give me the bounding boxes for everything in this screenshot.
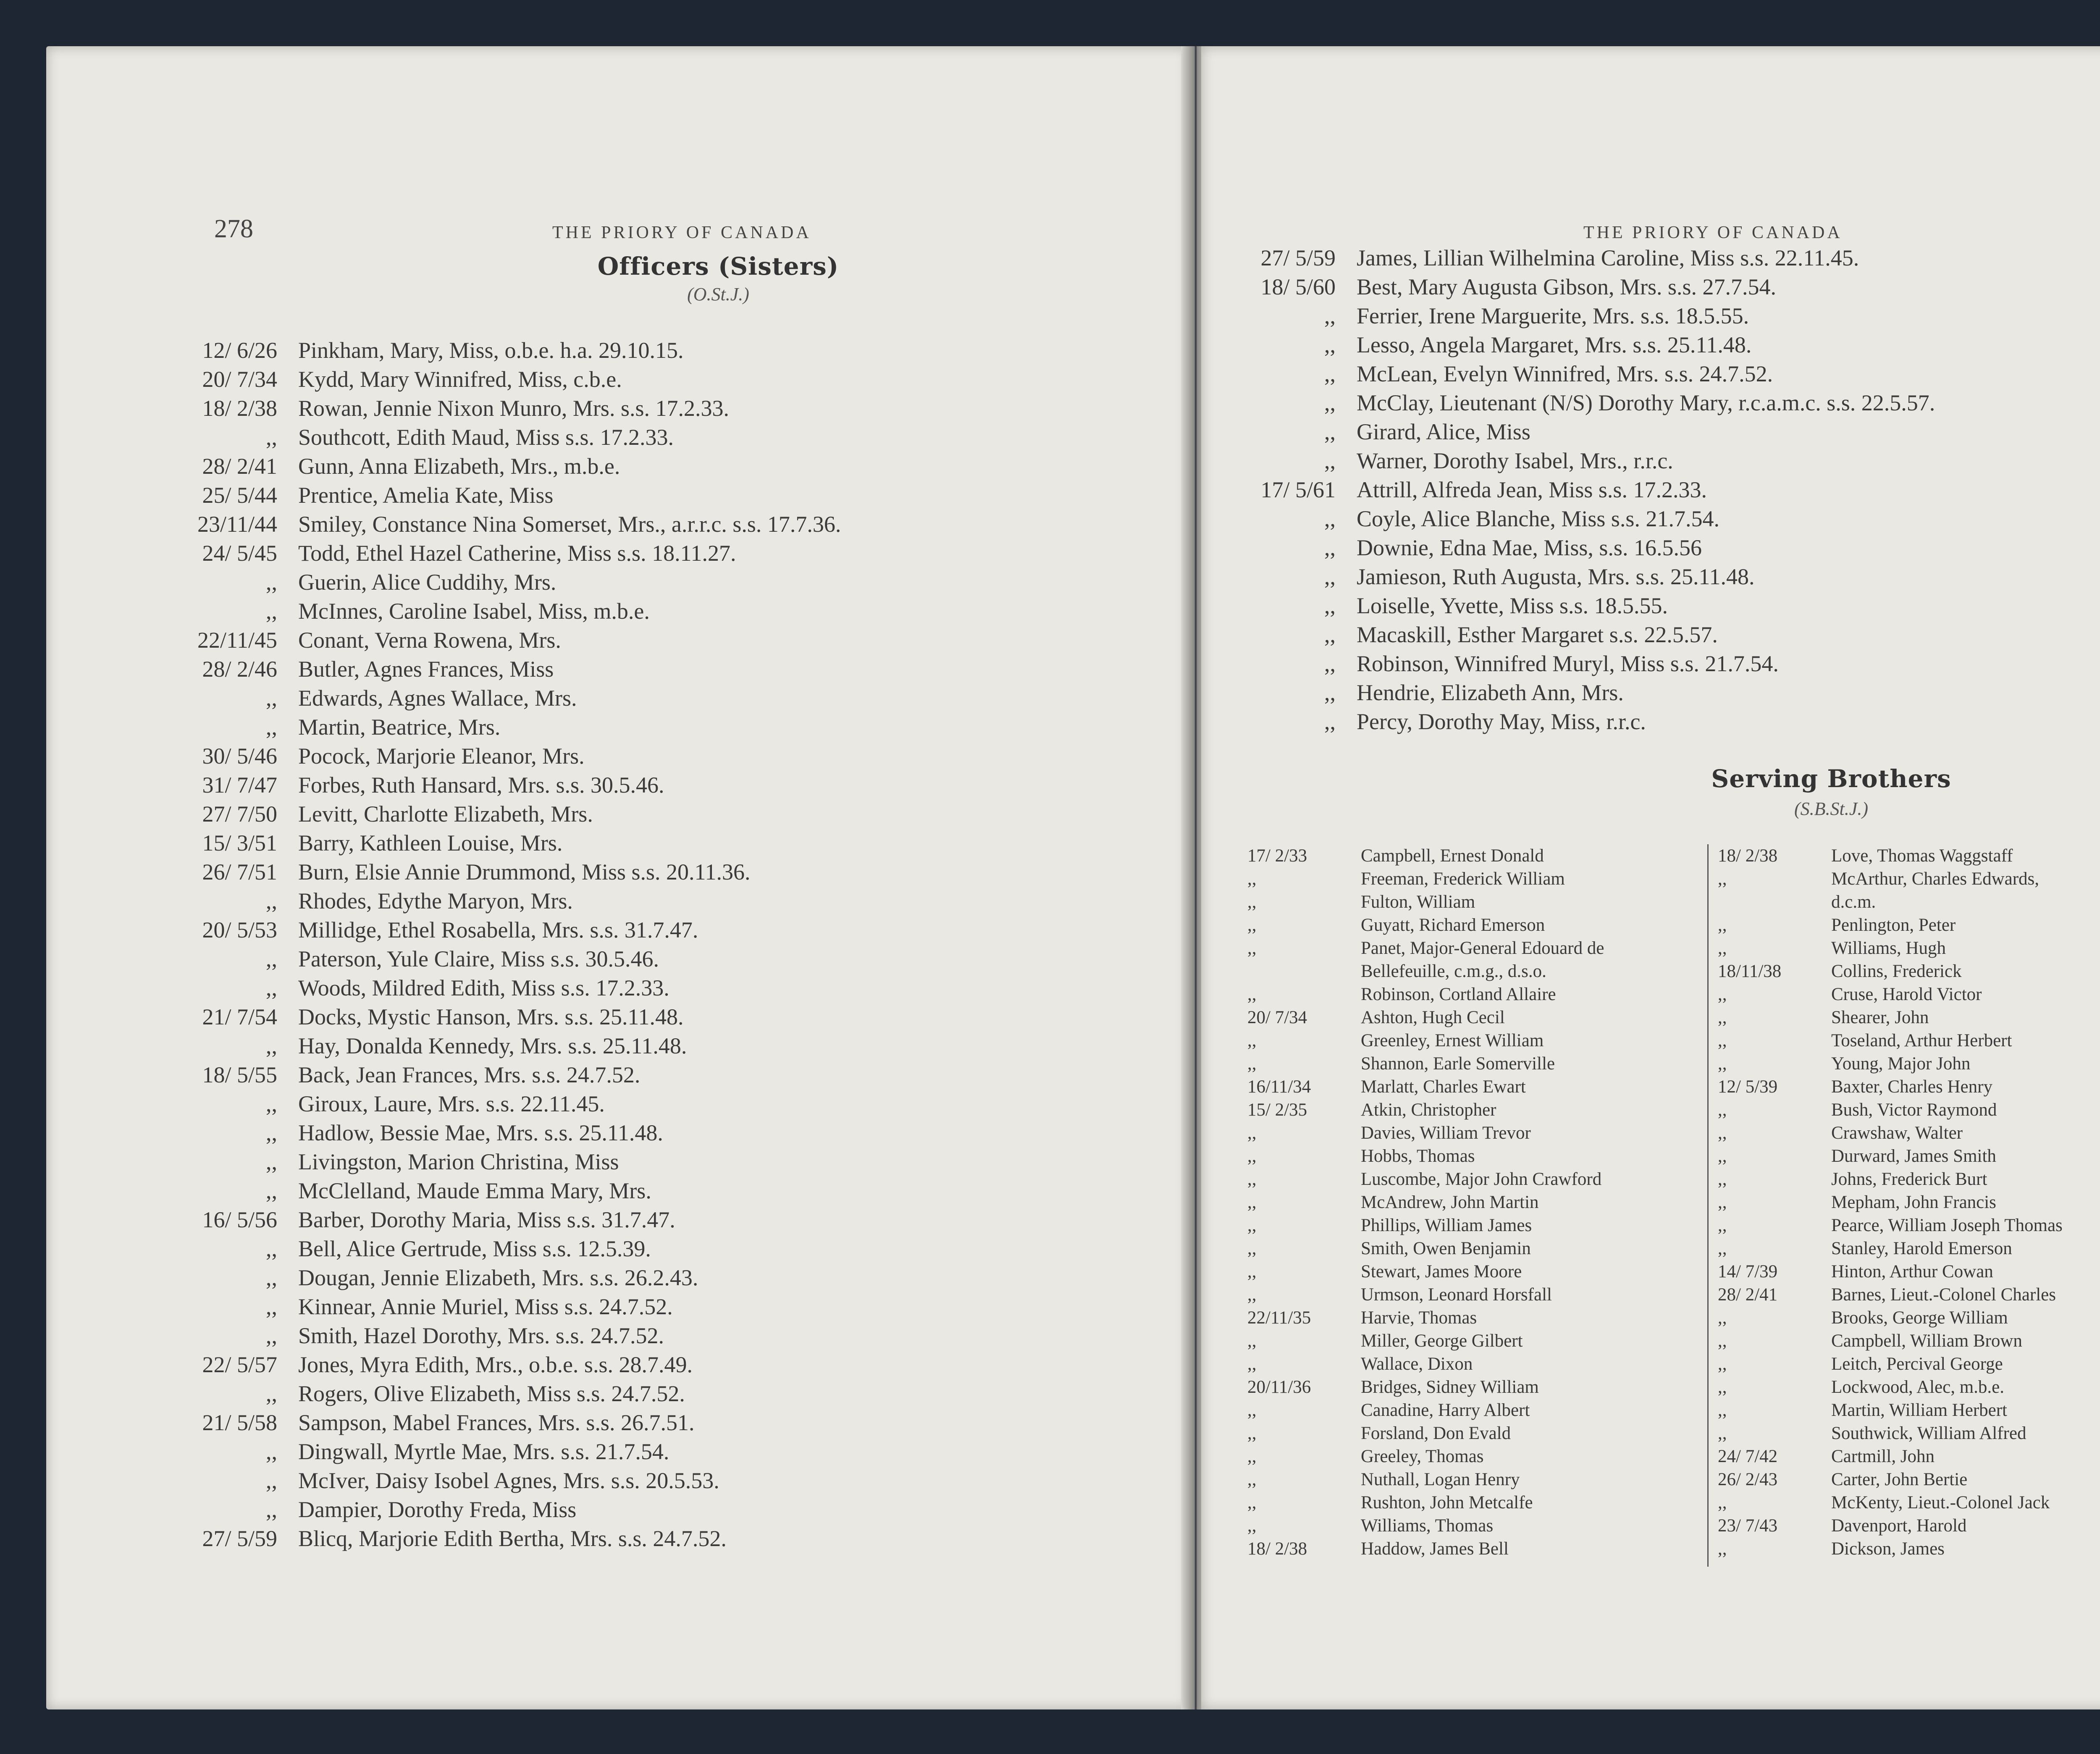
entry-name: Kinnear, Annie Muriel, Miss s.s. 24.7.52. [298, 1294, 673, 1319]
entry-name: Hay, Donalda Kennedy, Mrs. s.s. 25.11.48. [298, 1033, 687, 1058]
entry-date: ,, [266, 1091, 277, 1116]
entry-date: 26/ 7/51 [202, 859, 277, 885]
entry-date: 28/ 2/41 [202, 454, 277, 479]
entry-date: ,, [1247, 1285, 1257, 1305]
entry-name: Love, Thomas Waggstaff [1831, 846, 2013, 866]
right-page [1201, 46, 2100, 1709]
entry-date: ,, [266, 1497, 277, 1522]
entry-name: Shannon, Earle Somerville [1361, 1054, 1555, 1074]
entry-name: Jones, Myra Edith, Mrs., o.b.e. s.s. 28.7.49. [298, 1352, 693, 1377]
entry-date: ,, [1324, 506, 1336, 531]
entry-name: Dickson, James [1831, 1539, 1945, 1559]
entry-date: ,, [1718, 1331, 1727, 1351]
entry-name: Giroux, Laure, Mrs. s.s. 22.11.45. [298, 1091, 605, 1116]
entry-date: 20/ 7/34 [202, 367, 277, 392]
entry-date: ,, [1718, 869, 1727, 889]
entry-name: Williams, Thomas [1361, 1516, 1494, 1536]
entry-date: ,, [1247, 915, 1257, 935]
left-page [46, 46, 1189, 1709]
entry-name: Miller, George Gilbert [1361, 1331, 1523, 1351]
entry-date: ,, [266, 975, 277, 1000]
entry-name: Campbell, Ernest Donald [1361, 846, 1544, 866]
entry-name: Greeley, Thomas [1361, 1447, 1484, 1466]
entry-date: 24/ 7/42 [1718, 1447, 1778, 1466]
entry-date: ,, [1324, 535, 1336, 560]
entry-date: ,, [1324, 448, 1336, 473]
entry-name: McLean, Evelyn Winnifred, Mrs. s.s. 24.7.52. [1357, 361, 1773, 386]
entry-name: Rowan, Jennie Nixon Munro, Mrs. s.s. 17.2.33. [298, 396, 729, 421]
entry-name: Barber, Dorothy Maria, Miss s.s. 31.7.47. [298, 1207, 675, 1232]
entry-date: ,, [1718, 1239, 1727, 1258]
entry-name: McInnes, Caroline Isabel, Miss, m.b.e. [298, 599, 650, 624]
entry-date: 18/ 5/60 [1260, 274, 1336, 299]
entry-date: 27/ 7/50 [202, 801, 277, 827]
entry-name: Forbes, Ruth Hansard, Mrs. s.s. 30.5.46. [298, 772, 664, 798]
entry-date: ,, [1324, 622, 1336, 647]
entry-date: ,, [266, 714, 277, 740]
entry-name: Dampier, Dorothy Freda, Miss [298, 1497, 577, 1522]
entry-name: Percy, Dorothy May, Miss, r.r.c. [1357, 709, 1646, 734]
entry-date: 25/ 5/44 [202, 483, 277, 508]
entry-date: 22/ 5/57 [202, 1352, 277, 1377]
entry-name: McKenty, Lieut.-Colonel Jack [1831, 1493, 2050, 1512]
entry-name: Barnes, Lieut.-Colonel Charles [1831, 1285, 2056, 1305]
entry-date: ,, [1324, 390, 1336, 415]
entry-name: Hadlow, Bessie Mae, Mrs. s.s. 25.11.48. [298, 1120, 663, 1145]
entry-date: ,, [1247, 985, 1257, 1004]
entry-date: ,, [1247, 1470, 1257, 1489]
entry-name: Luscombe, Major John Crawford [1361, 1169, 1602, 1189]
entry-date: ,, [1324, 564, 1336, 589]
entry-date: 21/ 5/58 [202, 1410, 277, 1435]
entry-name: Davies, William Trevor [1361, 1123, 1531, 1143]
entry-name: Loiselle, Yvette, Miss s.s. 18.5.55. [1357, 593, 1668, 618]
entry-name: McAndrew, John Martin [1361, 1192, 1539, 1212]
entry-date: ,, [266, 570, 277, 595]
entry-date: ,, [266, 1236, 277, 1261]
entry-date: ,, [1324, 419, 1336, 444]
entry-date: ,, [1324, 361, 1336, 386]
entry-name: James, Lillian Wilhelmina Caroline, Miss s.s. 22.11.45. [1357, 245, 1859, 270]
entry-name: Ashton, Hugh Cecil [1361, 1008, 1505, 1027]
running-head: THE PRIORY OF CANADA [1583, 223, 1843, 242]
entry-date: 22/11/35 [1247, 1308, 1311, 1328]
entry-date: ,, [1247, 938, 1257, 958]
entry-date: ,, [266, 1468, 277, 1493]
entry-date: 20/ 5/53 [202, 917, 277, 943]
entry-name: Atkin, Christopher [1361, 1100, 1496, 1120]
entry-date: ,, [1718, 1377, 1727, 1397]
section-subtitle: (O.St.J.) [687, 284, 749, 305]
entry-date: ,, [266, 1120, 277, 1145]
entry-name: Pocock, Marjorie Eleanor, Mrs. [298, 743, 585, 769]
entry-date: 20/ 7/34 [1247, 1008, 1307, 1027]
entry-date: ,, [1718, 1123, 1727, 1143]
entry-name: Bush, Victor Raymond [1831, 1100, 1997, 1120]
entry-date: ,, [1718, 1031, 1727, 1050]
entry-name: Southcott, Edith Maud, Miss s.s. 17.2.33. [298, 425, 674, 450]
entry-date: ,, [1718, 1308, 1727, 1328]
entry-name: Penlington, Peter [1831, 915, 1956, 935]
entry-name: Todd, Ethel Hazel Catherine, Miss s.s. 18.11.27. [298, 541, 736, 566]
entry-name: Prentice, Amelia Kate, Miss [298, 483, 554, 508]
entry-name: Martin, William Herbert [1831, 1400, 2007, 1420]
entry-date: ,, [266, 946, 277, 972]
entry-name: Baxter, Charles Henry [1831, 1077, 1992, 1097]
entry-date: 21/ 7/54 [202, 1004, 277, 1029]
page-number: 278 [214, 215, 253, 243]
entry-date: ,, [1718, 938, 1727, 958]
entry-date: ,, [266, 1265, 277, 1290]
entry-name: d.c.m. [1831, 892, 1876, 912]
entry-name: Girard, Alice, Miss [1357, 419, 1530, 444]
entry-name: Urmson, Leonard Horsfall [1361, 1285, 1552, 1305]
entry-name: Marlatt, Charles Ewart [1361, 1077, 1526, 1097]
entry-name: Collins, Frederick [1831, 961, 1962, 981]
entry-name: Warner, Dorothy Isabel, Mrs., r.r.c. [1357, 448, 1673, 473]
entry-name: Woods, Mildred Edith, Miss s.s. 17.2.33. [298, 975, 669, 1000]
entry-name: Hinton, Arthur Cowan [1831, 1262, 1993, 1281]
entry-name: Greenley, Ernest William [1361, 1031, 1544, 1050]
section-title: Officers (Sisters) [597, 252, 839, 281]
entry-name: Phillips, William James [1361, 1216, 1532, 1235]
entry-name: Fulton, William [1361, 892, 1475, 912]
entry-date: ,, [1324, 303, 1336, 328]
entry-name: Canadine, Harry Albert [1361, 1400, 1530, 1420]
entry-name: Macaskill, Esther Margaret s.s. 22.5.57. [1357, 622, 1718, 647]
entry-name: Robinson, Cortland Allaire [1361, 985, 1556, 1004]
entry-name: Smith, Hazel Dorothy, Mrs. s.s. 24.7.52. [298, 1323, 664, 1348]
entry-name: Hobbs, Thomas [1361, 1146, 1475, 1166]
entry-name: Bell, Alice Gertrude, Miss s.s. 12.5.39. [298, 1236, 651, 1261]
entry-date: 22/11/45 [197, 628, 277, 653]
entry-date: 16/11/34 [1247, 1077, 1311, 1097]
entry-date: 18/ 2/38 [1247, 1539, 1307, 1559]
entry-name: Freeman, Frederick William [1361, 869, 1565, 889]
entry-name: Rogers, Olive Elizabeth, Miss s.s. 24.7.52. [298, 1381, 685, 1406]
entry-date: ,, [266, 1033, 277, 1058]
entry-name: Smiley, Constance Nina Somerset, Mrs., a.r.r.c. s.s. 17.7.36. [298, 512, 841, 537]
entry-name: Levitt, Charlotte Elizabeth, Mrs. [298, 801, 593, 827]
entry-name: Cartmill, John [1831, 1447, 1935, 1466]
entry-date: 18/ 2/38 [202, 396, 277, 421]
entry-date: ,, [1718, 1539, 1727, 1559]
entry-name: Carter, John Bertie [1831, 1470, 1968, 1489]
entry-name: Lesso, Angela Margaret, Mrs. s.s. 25.11.48. [1357, 332, 1752, 357]
entry-date: 12/ 5/39 [1718, 1077, 1778, 1097]
entry-name: Toseland, Arthur Herbert [1831, 1031, 2012, 1050]
entry-name: Campbell, William Brown [1831, 1331, 2022, 1351]
entry-name: Dougan, Jennie Elizabeth, Mrs. s.s. 26.2.43. [298, 1265, 698, 1290]
entry-name: Nuthall, Logan Henry [1361, 1470, 1520, 1489]
entry-date: 15/ 2/35 [1247, 1100, 1307, 1120]
entry-name: Martin, Beatrice, Mrs. [298, 714, 501, 740]
entry-date: ,, [1247, 869, 1257, 889]
entry-name: Downie, Edna Mae, Miss, s.s. 16.5.56 [1357, 535, 1702, 560]
entry-name: Crawshaw, Walter [1831, 1123, 1963, 1143]
entry-date: ,, [1247, 1239, 1257, 1258]
entry-date: ,, [1247, 1423, 1257, 1443]
entry-date: ,, [266, 1294, 277, 1319]
entry-name: Bridges, Sidney William [1361, 1377, 1539, 1397]
entry-date: 27/ 5/59 [202, 1526, 277, 1551]
entry-date: 12/ 6/26 [202, 338, 277, 363]
entry-name: Burn, Elsie Annie Drummond, Miss s.s. 20.11.36. [298, 859, 751, 885]
entry-name: Shearer, John [1831, 1008, 1929, 1027]
entry-name: Guerin, Alice Cuddihy, Mrs. [298, 570, 556, 595]
entry-name: Young, Major John [1831, 1054, 1971, 1074]
entry-date: ,, [1247, 1516, 1257, 1536]
entry-date: ,, [1718, 915, 1727, 935]
entry-date: ,, [1324, 651, 1336, 676]
entry-date: ,, [1718, 985, 1727, 1004]
entry-date: 16/ 5/56 [202, 1207, 277, 1232]
entry-date: ,, [1718, 1354, 1727, 1374]
entry-name: Pearce, William Joseph Thomas [1831, 1216, 2063, 1235]
entry-name: Pinkham, Mary, Miss, o.b.e. h.a. 29.10.15. [298, 338, 684, 363]
entry-name: Best, Mary Augusta Gibson, Mrs. s.s. 27.7.54. [1357, 274, 1777, 299]
entry-name: McIver, Daisy Isobel Agnes, Mrs. s.s. 20.5.53. [298, 1468, 719, 1493]
entry-name: Edwards, Agnes Wallace, Mrs. [298, 685, 577, 711]
entry-date: ,, [1324, 709, 1336, 734]
entry-date: ,, [1247, 1169, 1257, 1189]
entry-date: 27/ 5/59 [1260, 245, 1336, 270]
entry-name: Conant, Verna Rowena, Mrs. [298, 628, 561, 653]
entry-date: ,, [1324, 680, 1336, 705]
entry-date: ,, [1247, 1354, 1257, 1374]
entry-name: Hendrie, Elizabeth Ann, Mrs. [1357, 680, 1624, 705]
entry-date: 18/ 2/38 [1718, 846, 1778, 866]
entry-name: Millidge, Ethel Rosabella, Mrs. s.s. 31.7.47. [298, 917, 698, 943]
entry-date: ,, [1247, 892, 1257, 912]
entry-date: 23/11/44 [197, 512, 277, 537]
section-title: Serving Brothers [1711, 764, 1951, 793]
entry-date: ,, [1247, 1400, 1257, 1420]
entry-date: ,, [1247, 1216, 1257, 1235]
entry-date: ,, [1247, 1262, 1257, 1281]
entry-date: 24/ 5/45 [202, 541, 277, 566]
entry-date: 26/ 2/43 [1718, 1470, 1778, 1489]
entry-date: ,, [1718, 1008, 1727, 1027]
entry-name: Bellefeuille, c.m.g., d.s.o. [1361, 961, 1546, 981]
entry-name: McClay, Lieutenant (N/S) Dorothy Mary, r.c.a.m.c. s.s. 22.5.57. [1357, 390, 1935, 415]
entry-date: ,, [1324, 593, 1336, 618]
entry-name: Sampson, Mabel Frances, Mrs. s.s. 26.7.51. [298, 1410, 695, 1435]
entry-name: Durward, James Smith [1831, 1146, 1996, 1166]
entry-name: Attrill, Alfreda Jean, Miss s.s. 17.2.33. [1357, 477, 1707, 502]
entry-name: Brooks, George William [1831, 1308, 2008, 1328]
entry-date: ,, [266, 888, 277, 914]
column-rule [1707, 844, 1709, 1567]
entry-date: ,, [266, 1323, 277, 1348]
entry-name: Stanley, Harold Emerson [1831, 1239, 2012, 1258]
entry-date: 17/ 2/33 [1247, 846, 1307, 866]
entry-date: ,, [1247, 1146, 1257, 1166]
entry-name: Southwick, William Alfred [1831, 1423, 2026, 1443]
entry-date: 18/11/38 [1718, 961, 1782, 981]
entry-name: Johns, Frederick Burt [1831, 1169, 1987, 1189]
entry-date: ,, [1247, 1054, 1257, 1074]
entry-name: Docks, Mystic Hanson, Mrs. s.s. 25.11.48. [298, 1004, 684, 1029]
entry-date: ,, [1247, 1031, 1257, 1050]
entry-name: Kydd, Mary Winnifred, Miss, c.b.e. [298, 367, 622, 392]
entry-date: ,, [1247, 1331, 1257, 1351]
entry-name: Ferrier, Irene Marguerite, Mrs. s.s. 18.5.55. [1357, 303, 1749, 328]
entry-name: Lockwood, Alec, m.b.e. [1831, 1377, 2004, 1397]
entry-date: 23/ 7/43 [1718, 1516, 1778, 1536]
entry-date: 15/ 3/51 [202, 830, 277, 856]
entry-date: ,, [266, 425, 277, 450]
entry-date: 31/ 7/47 [202, 772, 277, 798]
entry-name: Rhodes, Edythe Maryon, Mrs. [298, 888, 573, 914]
entry-date: ,, [1718, 1146, 1727, 1166]
entry-name: Butler, Agnes Frances, Miss [298, 656, 554, 682]
entry-name: Leitch, Percival George [1831, 1354, 2003, 1374]
entry-date: ,, [1718, 1169, 1727, 1189]
entry-date: ,, [1247, 1447, 1257, 1466]
entry-date: ,, [1718, 1493, 1727, 1512]
entry-name: Dingwall, Myrtle Mae, Mrs. s.s. 21.7.54. [298, 1439, 669, 1464]
entry-date: 14/ 7/39 [1718, 1262, 1778, 1281]
entry-date: ,, [266, 1178, 277, 1203]
entry-name: Wallace, Dixon [1361, 1354, 1473, 1374]
entry-date: ,, [266, 1439, 277, 1464]
entry-date: ,, [1718, 1400, 1727, 1420]
entry-name: Rushton, John Metcalfe [1361, 1493, 1533, 1512]
entry-date: ,, [1718, 1100, 1727, 1120]
entry-date: 18/ 5/55 [202, 1062, 277, 1087]
entry-date: ,, [266, 685, 277, 711]
entry-date: ,, [1718, 1192, 1727, 1212]
entry-name: Gunn, Anna Elizabeth, Mrs., m.b.e. [298, 454, 620, 479]
entry-name: Mepham, John Francis [1831, 1192, 1996, 1212]
running-head: THE PRIORY OF CANADA [552, 223, 811, 242]
entry-date: ,, [1247, 1493, 1257, 1512]
entry-name: Blicq, Marjorie Edith Bertha, Mrs. s.s. 24.7.52. [298, 1526, 727, 1551]
entry-date: ,, [266, 1381, 277, 1406]
entry-name: McArthur, Charles Edwards, [1831, 869, 2040, 889]
entry-date: ,, [1718, 1423, 1727, 1443]
entry-date: 20/11/36 [1247, 1377, 1311, 1397]
entry-date: ,, [1324, 332, 1336, 357]
entry-date: 30/ 5/46 [202, 743, 277, 769]
entry-date: ,, [1247, 1192, 1257, 1212]
entry-name: Robinson, Winnifred Muryl, Miss s.s. 21.7.54. [1357, 651, 1779, 676]
entry-date: 28/ 2/41 [1718, 1285, 1778, 1305]
entry-date: ,, [1247, 1123, 1257, 1143]
entry-name: Cruse, Harold Victor [1831, 985, 1982, 1004]
entry-name: Forsland, Don Evald [1361, 1423, 1511, 1443]
entry-name: Guyatt, Richard Emerson [1361, 915, 1545, 935]
entry-date: 17/ 5/61 [1260, 477, 1336, 502]
entry-name: Haddow, James Bell [1361, 1539, 1509, 1559]
entry-name: Back, Jean Frances, Mrs. s.s. 24.7.52. [298, 1062, 640, 1087]
entry-name: Panet, Major-General Edouard de [1361, 938, 1604, 958]
entry-name: Barry, Kathleen Louise, Mrs. [298, 830, 563, 856]
entry-name: Livingston, Marion Christina, Miss [298, 1149, 619, 1174]
entry-name: Stewart, James Moore [1361, 1262, 1522, 1281]
entry-name: Coyle, Alice Blanche, Miss s.s. 21.7.54. [1357, 506, 1719, 531]
entry-name: Smith, Owen Benjamin [1361, 1239, 1531, 1258]
entry-name: Williams, Hugh [1831, 938, 1946, 958]
entry-date: ,, [266, 599, 277, 624]
entry-name: Davenport, Harold [1831, 1516, 1967, 1536]
entry-name: Harvie, Thomas [1361, 1308, 1477, 1328]
entry-name: McClelland, Maude Emma Mary, Mrs. [298, 1178, 651, 1203]
entry-name: Jamieson, Ruth Augusta, Mrs. s.s. 25.11.48. [1357, 564, 1755, 589]
entry-name: Paterson, Yule Claire, Miss s.s. 30.5.46. [298, 946, 659, 972]
entry-date: ,, [1718, 1216, 1727, 1235]
section-subtitle: (S.B.St.J.) [1794, 798, 1868, 819]
entry-date: 28/ 2/46 [202, 656, 277, 682]
entry-date: ,, [1718, 1054, 1727, 1074]
entry-date: ,, [266, 1149, 277, 1174]
